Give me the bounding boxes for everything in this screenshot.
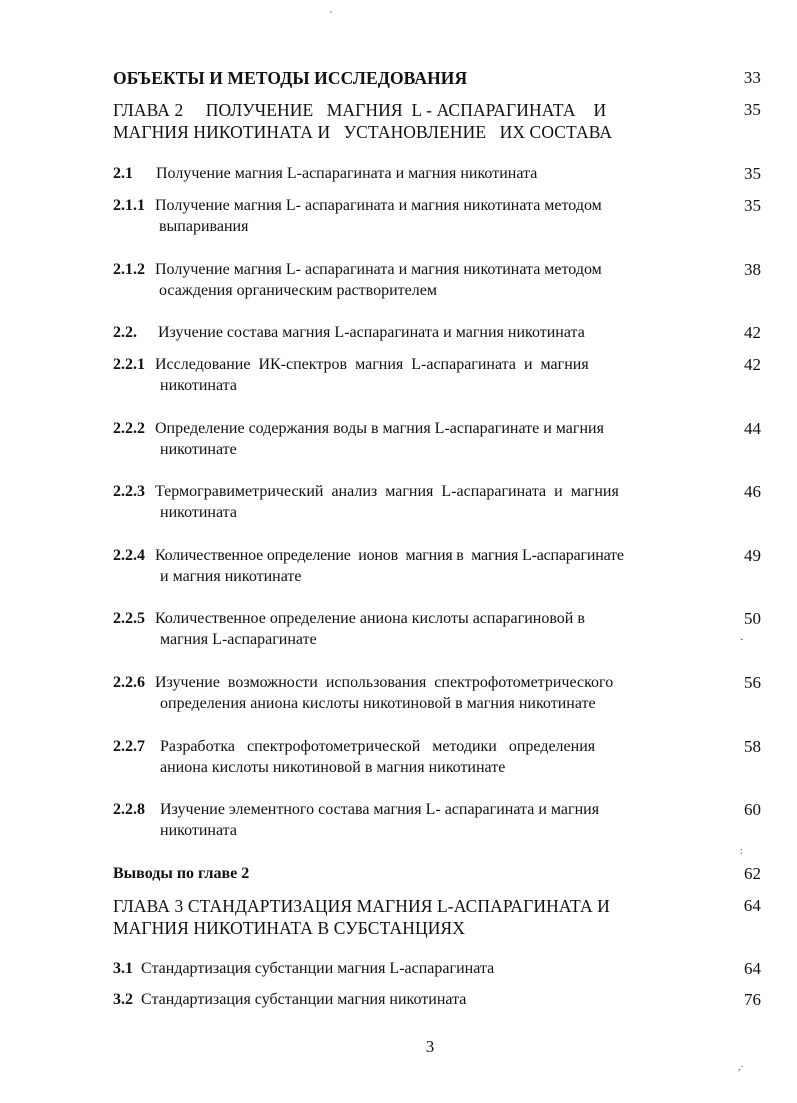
toc-number: 2.2.2 (113, 420, 145, 437)
toc-title-line2: МАГНИЯ НИКОТИНАТА И УСТАНОВЛЕНИЕ ИХ СОСТАВА (113, 122, 613, 142)
toc-title-line1: Получение магния L- аспарагината и магния никотината методом (155, 197, 602, 214)
toc-title-line1: Количественное определение аниона кислоты аспарагиновой в (155, 610, 585, 627)
toc-number: 2.1.2 (113, 261, 145, 278)
toc-page: 33 (743, 68, 761, 87)
toc-title: ОБЪЕКТЫ И МЕТОДЫ ИССЛЕДОВАНИЯ (113, 68, 468, 88)
toc-title-line2: выпаривания (159, 218, 249, 235)
toc-title: Выводы по главе 2 (113, 865, 250, 882)
toc-number: 2.1 (113, 165, 133, 182)
toc-page: 56 (744, 673, 761, 692)
toc-title-line1: ГЛАВА 3 СТАНДАРТИЗАЦИЯ МАГНИЯ L-АСПАРАГИНАТА И (113, 896, 610, 916)
toc-title-line1: Получение магния L- аспарагината и магния никотината методом (155, 261, 602, 278)
toc-title: Стандартизация субстанции магния никотината (141, 991, 467, 1008)
scan-mark: ,· (738, 1062, 744, 1073)
page-number: 3 (425, 1037, 435, 1056)
toc-page: 42 (744, 355, 761, 374)
toc-title-line1: Изучение возможности использования спектрофотометрического (155, 674, 614, 691)
toc-title-line1: Исследование ИК-спектров магния L-аспарагината и магния (155, 356, 589, 373)
toc-title-line2: магния L-аспарагинате (160, 631, 317, 648)
toc-title-line1: ГЛАВА 2 ПОЛУЧЕНИЕ МАГНИЯ L - АСПАРАГИНАТА И (113, 100, 607, 120)
toc-title-line1: Термогравиметрический анализ магния L-аспарагината и магния (155, 483, 619, 500)
toc-number: 2.2.8 (113, 801, 145, 818)
toc-page: 42 (744, 323, 761, 342)
toc-page: 46 (744, 482, 761, 501)
toc-title-line2: никотината (160, 377, 237, 394)
toc-page: 50 (744, 609, 761, 628)
scan-mark: ˇ (740, 638, 744, 649)
toc-page: 35 (743, 100, 761, 119)
toc-title-line2: никотината (160, 504, 237, 521)
toc-number: 2.2.7 (113, 738, 145, 755)
toc-title-line1: Определение содержания воды в магния L-аспарагинате и магния (155, 420, 604, 437)
toc-number: 3.1 (113, 960, 133, 977)
toc-title-line2: никотинате (160, 441, 237, 458)
toc-number: 2.1.1 (113, 197, 145, 214)
toc-title: Изучение состава магния L-аспарагината и магния никотината (158, 324, 585, 341)
toc-page: 58 (744, 737, 761, 756)
toc-number: 2.2.3 (113, 483, 145, 500)
toc-page: 49 (744, 546, 761, 565)
toc-title: Получение магния L-аспарагината и магния никотината (156, 165, 538, 182)
toc-title-line2: никотината (160, 822, 237, 839)
toc-number: 2.2.4 (113, 547, 145, 564)
toc-page: 60 (744, 800, 761, 819)
toc-number: 2.2.5 (113, 610, 145, 627)
toc-title-line2: аниона кислоты никотиновой в магния никотинате (160, 759, 506, 776)
toc-title: Стандартизация субстанции магния L-аспарагината (141, 960, 495, 977)
toc-title-line1: Разработка спектрофотометрической методики определения (160, 738, 596, 755)
toc-number: 3.2 (113, 991, 133, 1008)
scan-mark: ' (330, 10, 332, 21)
scan-mark: : (740, 846, 743, 857)
toc-number: 2.2.1 (113, 356, 145, 373)
toc-page: 62 (744, 864, 761, 883)
toc-page: 35 (744, 164, 761, 183)
toc-page: 38 (744, 260, 761, 279)
toc-title-line2: и магния никотинате (160, 568, 302, 585)
toc-title-line1: Изучение элементного состава магния L- аспарагината и магния (160, 801, 600, 818)
toc-title-line2: определения аниона кислоты никотиновой в магния никотинате (160, 695, 596, 712)
toc-page: 44 (744, 419, 761, 438)
toc-page: 35 (744, 196, 761, 215)
toc-number: 2.2. (113, 324, 137, 341)
toc-title-line1: Количественное определение ионов магния в магния L-аспарагинате (155, 547, 624, 564)
toc-page: 64 (743, 896, 761, 915)
toc-page: 64 (744, 959, 761, 978)
toc-page: 76 (744, 990, 761, 1009)
toc-title-line2: МАГНИЯ НИКОТИНАТА В СУБСТАНЦИЯХ (113, 918, 465, 938)
toc-title-line2: осаждения органическим растворителем (159, 282, 437, 299)
toc-number: 2.2.6 (113, 674, 145, 691)
